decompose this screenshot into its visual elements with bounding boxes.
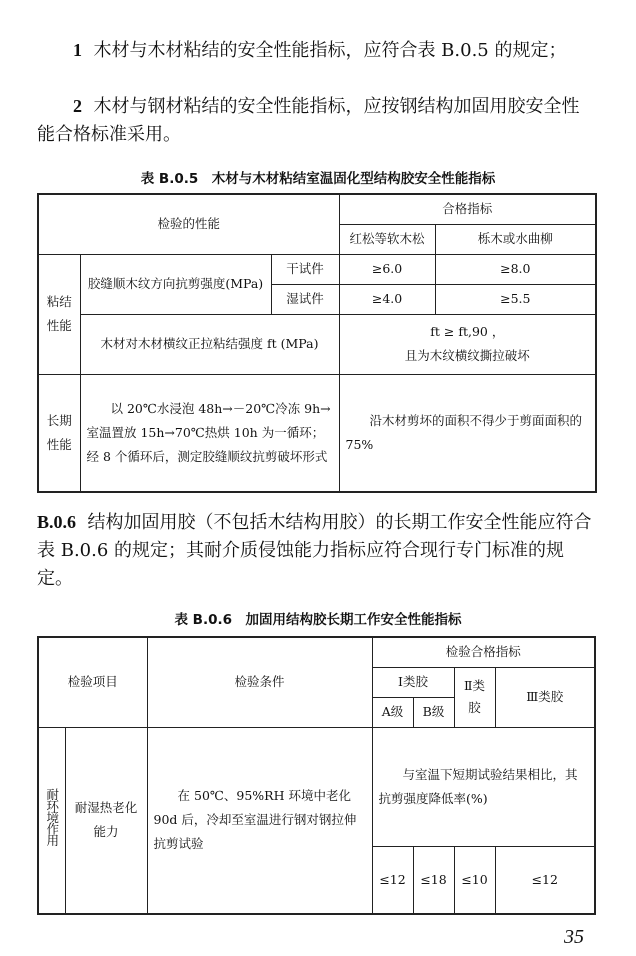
table-b05: [37, 193, 597, 493]
bond-label: 粘结性能: [38, 254, 80, 374]
wet-label: 湿试件: [271, 284, 339, 314]
header-hardwood: 栎木或水曲柳: [435, 224, 596, 254]
long-condition: 以 20℃水浸泡 48h→－20℃冷冻 9h→室温置放 15h→70℃热烘 10h 为一循环；经 8 个循环后，测定胶缝顺纹抗剪破坏形式: [80, 374, 339, 492]
table-b06-caption: 表 B.0.6 加固用结构胶长期工作安全性能指标: [174, 612, 462, 628]
cell: ≥4.0: [339, 284, 435, 314]
header-item: 检验项目: [38, 637, 147, 727]
long-label: 长期性能: [38, 374, 80, 492]
tension-req: ft ≥ ft,90 ， 且为木纹横纹撕拉破坏: [339, 314, 596, 374]
value-a: ≤12: [372, 846, 413, 914]
clause-b06: B.0.6 结构加固用胶（不包括木结构用胶）的长期工作安全性能应符合表 B.0.6 的规定；其耐介质侵蚀能力指标应符合现行专门标准的规定。: [37, 512, 592, 589]
clause-1: 1 木材与木材粘结的安全性能指标，应符合表 B.0.5 的规定；: [73, 40, 567, 61]
header-grade-b: B级: [413, 697, 454, 727]
table-b06: [37, 636, 596, 915]
value-b: ≤18: [413, 846, 454, 914]
value-class2: ≤10: [454, 846, 495, 914]
item-label: 耐湿热老化能力: [65, 727, 147, 914]
table-b05-caption: 表 B.0.5 木材与木材粘结室温固化型结构胶安全性能指标: [140, 171, 496, 187]
header-class1: Ⅰ类胶: [372, 667, 454, 697]
cell: ≥5.5: [435, 284, 596, 314]
long-requirement: 沿木材剪坏的面积不得少于剪面面积的 75%: [339, 374, 596, 492]
clause-2: 2 木材与钢材粘结的安全性能指标，应按钢结构加固用胶安全性能合格标准采用。: [37, 96, 580, 145]
cell: ≥8.0: [435, 254, 596, 284]
tension-label: 木材对木材横纹正拉粘结强度 ft (MPa): [80, 314, 339, 374]
header-criteria: 合格指标: [339, 194, 596, 224]
value-class3: ≤12: [495, 846, 595, 914]
header-condition: 检验条件: [147, 637, 372, 727]
header-class2: Ⅱ类胶: [454, 667, 495, 727]
header-grade-a: A级: [372, 697, 413, 727]
header-class3: Ⅲ类胶: [495, 667, 595, 727]
header-property: 检验的性能: [38, 194, 339, 254]
header-criteria: 检验合格指标: [372, 637, 595, 667]
cell: ≥6.0: [339, 254, 435, 284]
condition: 在 50℃、95%RH 环境中老化 90d 后，冷却至室温进行钢对钢拉伸抗剪试验: [147, 727, 372, 914]
shear-label: 胶缝顺木纹方向抗剪强度(MPa): [80, 254, 271, 314]
page-number: 35: [564, 926, 584, 948]
header-softwood: 红松等软木松: [339, 224, 435, 254]
dry-label: 干试件: [271, 254, 339, 284]
requirement: 与室温下短期试验结果相比，其抗剪强度降低率(%): [372, 727, 595, 846]
env-label: 耐环境作用: [38, 727, 65, 914]
